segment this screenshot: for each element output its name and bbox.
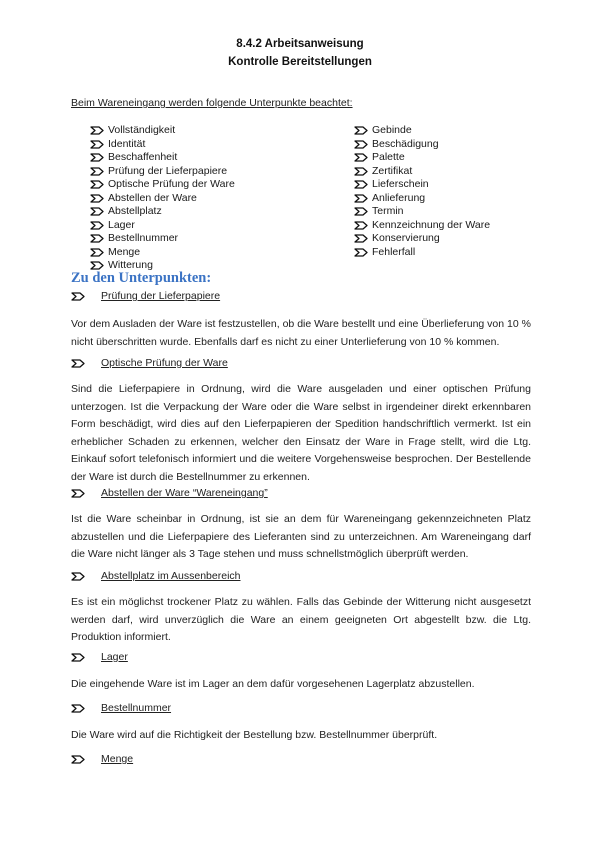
list-item: Beschaffenheit	[90, 151, 235, 165]
sigma-arrow-bullet-icon	[354, 207, 368, 216]
subsection-title: Abstellplatz im Aussenbereich	[71, 570, 241, 582]
list-item: Prüfung der Lieferpapiere	[90, 165, 235, 179]
sigma-arrow-bullet-icon	[354, 126, 368, 135]
sigma-arrow-bullet-icon	[90, 180, 104, 189]
list-item: Witterung	[90, 259, 235, 273]
subsection-title: Optische Prüfung der Ware	[71, 357, 228, 369]
list-item: Kennzeichnung der Ware	[354, 219, 490, 233]
list-item: Lager	[90, 219, 235, 233]
list-item: Lieferschein	[354, 178, 490, 192]
sigma-arrow-bullet-icon	[71, 489, 85, 498]
subsection-title: Lager	[71, 651, 128, 663]
sigma-arrow-bullet-icon	[90, 126, 104, 135]
list-item: Zertifikat	[354, 165, 490, 179]
sigma-arrow-bullet-icon	[71, 359, 85, 368]
sigma-arrow-bullet-icon	[90, 194, 104, 203]
list-item: Anlieferung	[354, 192, 490, 206]
sigma-arrow-bullet-icon	[354, 248, 368, 257]
document-title: 8.4.2 Arbeitsanweisung	[236, 38, 364, 50]
checklist-right	[354, 124, 490, 259]
sigma-arrow-bullet-icon	[90, 140, 104, 149]
sigma-arrow-bullet-icon	[71, 572, 85, 581]
sigma-arrow-bullet-icon	[354, 234, 368, 243]
list-item: Fehlerfall	[354, 246, 490, 260]
list-item: Abstellplatz	[90, 205, 235, 219]
sigma-arrow-bullet-icon	[354, 180, 368, 189]
sigma-arrow-bullet-icon	[71, 704, 85, 713]
list-item: Termin	[354, 205, 490, 219]
list-item: Palette	[354, 151, 490, 165]
subsection-text: Die Ware wird auf die Richtigkeit der Bestellung bzw. Bestellnummer überprüft.	[71, 729, 438, 741]
checklist-left	[90, 124, 235, 273]
list-item: Bestellnummer	[90, 232, 235, 246]
list-item: Menge	[90, 246, 235, 260]
list-item: Identität	[90, 138, 235, 152]
list-item: Konservierung	[354, 232, 490, 246]
sigma-arrow-bullet-icon	[90, 248, 104, 257]
sigma-arrow-bullet-icon	[354, 221, 368, 230]
subsection-title: Abstellen der Ware “Wareneingang”	[71, 487, 268, 499]
list-item: Beschädigung	[354, 138, 490, 152]
intro-text: Beim Wareneingang werden folgende Unterpunkte beachtet:	[71, 97, 353, 109]
sigma-arrow-bullet-icon	[354, 140, 368, 149]
list-item: Abstellen der Ware	[90, 192, 235, 206]
subsection-title: Prüfung der Lieferpapiere	[71, 290, 220, 302]
subsection-text: Vor dem Ausladen der Ware ist festzustellen, ob die Ware bestellt und eine Überlieferung von 10 % nicht überschritten wurde. Ebenfalls darf es nicht zu einer Unterlieferung von 10 % kommen.	[71, 318, 531, 348]
section-heading: Zu den Unterpunkten:	[71, 270, 212, 286]
list-item: Gebinde	[354, 124, 490, 138]
sigma-arrow-bullet-icon	[71, 292, 85, 301]
sigma-arrow-bullet-icon	[90, 153, 104, 162]
subsection-text: Sind die Lieferpapiere in Ordnung, wird die Ware ausgeladen und einer optischen Prüfung unterzogen. Ist die Verpackung der Ware oder die Ware selbst in irgendeiner direkt erkennbaren Form beschädigt, wird dies auf den Lieferpapieren der Spedition handschriftlich vermerkt. Ist ein erheblicher Schaden zu erkennen, welcher den Einsatz der Ware in Frage stellt, wird die Ltg. Einkauf sofort telefonisch informiert und die weitere Vorgehensweise besprochen. Der Bestellende der Ware ist durch die Bestellnummer zu erkennen.	[71, 383, 531, 483]
sigma-arrow-bullet-icon	[90, 167, 104, 176]
sigma-arrow-bullet-icon	[354, 194, 368, 203]
subsection-title: Menge	[71, 753, 133, 765]
sigma-arrow-bullet-icon	[90, 207, 104, 216]
sigma-arrow-bullet-icon	[90, 261, 104, 270]
document-subtitle: Kontrolle Bereitstellungen	[228, 56, 372, 68]
subsection-text: Es ist ein möglichst trockener Platz zu wählen. Falls das Gebinde der Witterung nicht ausgesetzt werden darf, wird unverzüglich die Ware an einem geeigneten Ort abgestellt bzw. die Ltg. Produktion informiert.	[71, 596, 531, 643]
subsection-text: Die eingehende Ware ist im Lager an dem dafür vorgesehenen Lagerplatz abzustellen.	[71, 678, 475, 690]
sigma-arrow-bullet-icon	[71, 653, 85, 662]
sigma-arrow-bullet-icon	[354, 153, 368, 162]
sigma-arrow-bullet-icon	[90, 234, 104, 243]
sigma-arrow-bullet-icon	[71, 755, 85, 764]
subsection-text: Ist die Ware scheinbar in Ordnung, ist sie an dem für Wareneingang gekennzeichneten Platz abzustellen und die Lieferpapiere des Lieferanten sind zu unterzeichnen. Am Wareneingang darf die Ware nicht länger als 3 Tage stehen und muss schnellstmöglich überprüft werden.	[71, 513, 531, 560]
list-item: Optische Prüfung der Ware	[90, 178, 235, 192]
list-item: Vollständigkeit	[90, 124, 235, 138]
sigma-arrow-bullet-icon	[354, 167, 368, 176]
subsection-title: Bestellnummer	[71, 702, 171, 714]
sigma-arrow-bullet-icon	[90, 221, 104, 230]
